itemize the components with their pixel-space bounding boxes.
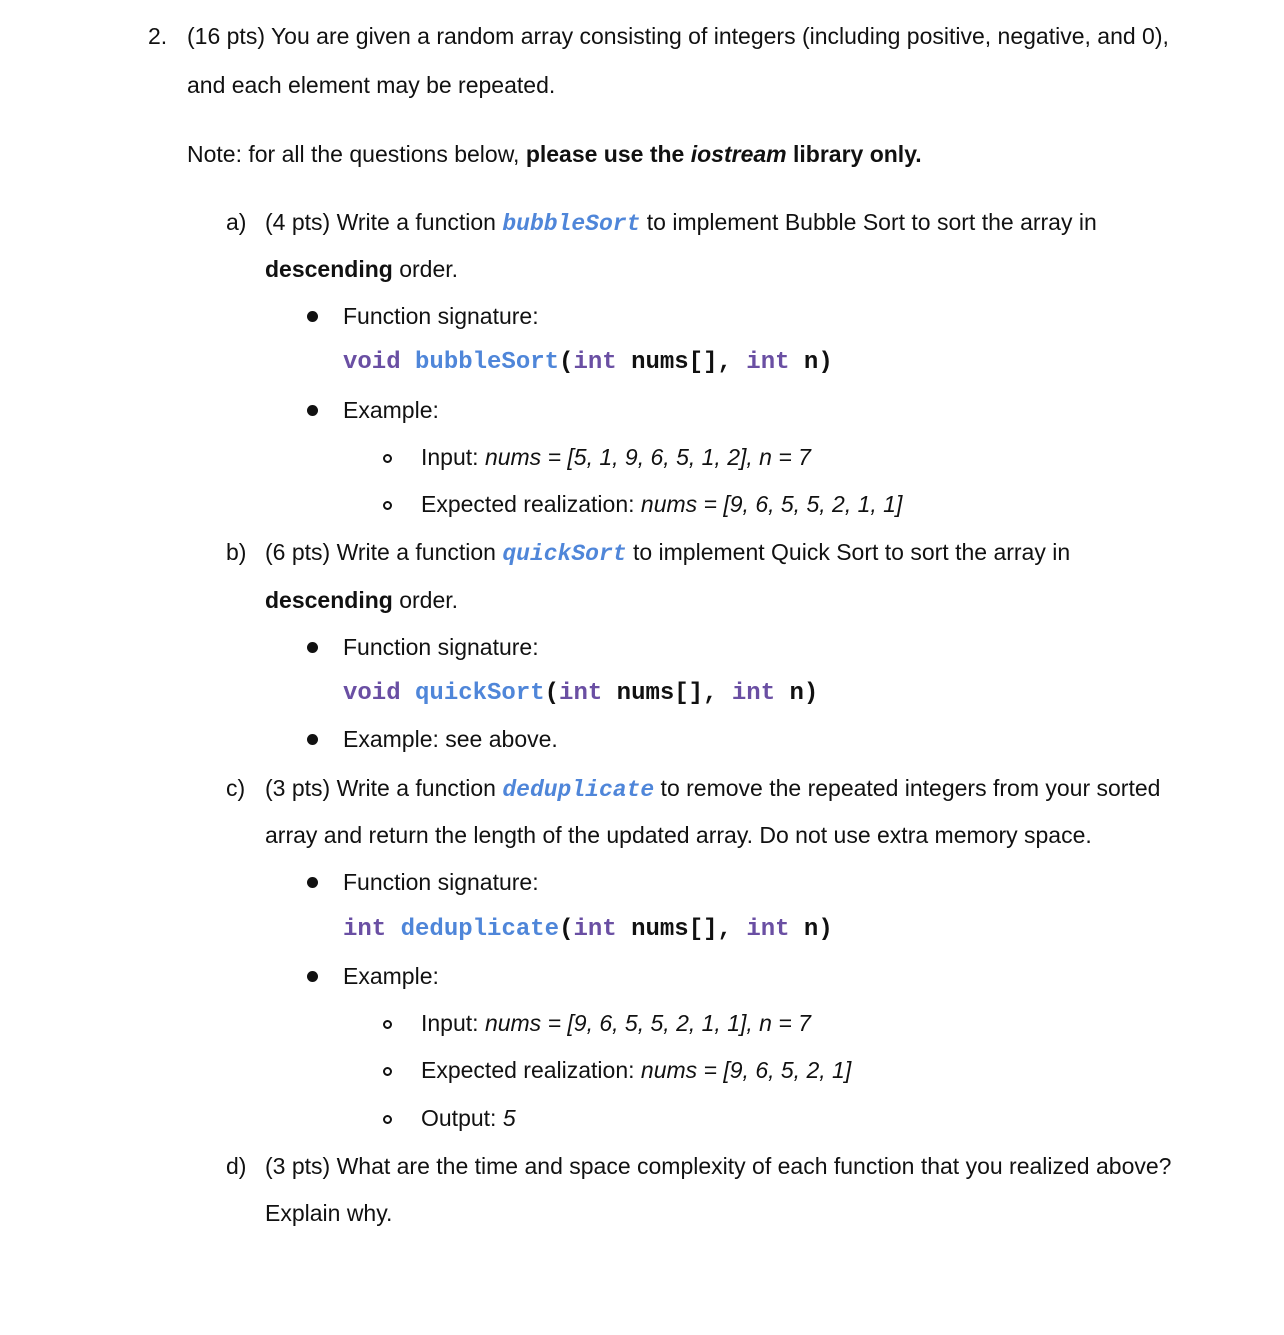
part-a-post: to implement Bubble Sort to sort the array in [640, 209, 1097, 235]
part-a-example-label: Example: [343, 397, 439, 423]
note [187, 139, 922, 169]
question-number: 2. [148, 23, 168, 49]
part-c-signature-code [343, 915, 833, 945]
part-c-signature-label: Function signature: [343, 869, 539, 895]
circle-bullet-icon [383, 1115, 392, 1124]
part-c-output-value: 5 [502, 1105, 516, 1131]
part-a-order-rest: order. [392, 256, 459, 282]
sig-return-type: void [343, 680, 401, 707]
part-b-order-bold: descending [265, 587, 393, 613]
sig-param-1: nums[], [616, 916, 747, 943]
part-c-expected-label: Expected realization: [421, 1057, 641, 1083]
sig-type-2: int [746, 349, 790, 376]
part-b-order-rest: order. [392, 587, 459, 613]
part-d-label: d) [226, 1153, 247, 1179]
sig-type-2: int [731, 680, 776, 707]
part-d-line2: Explain why. [265, 1200, 393, 1226]
part-a-order-bold: descending [265, 256, 393, 282]
part-b-label: b) [226, 539, 247, 565]
part-c-expected [421, 1055, 851, 1085]
circle-bullet-icon [383, 454, 392, 463]
note-bold1: please use the [525, 141, 691, 167]
part-b-function-name: quickSort [502, 541, 627, 567]
sig-type-1: int [573, 349, 617, 376]
part-a-pre: (4 pts) Write a function [265, 209, 503, 235]
part-a-expected-value: nums = [9, 6, 5, 5, 2, 1, 1] [640, 491, 903, 517]
part-c-line2: array and return the length of the updated array. Do not use extra memory space. [265, 822, 1092, 848]
circle-bullet-icon [383, 1020, 392, 1029]
part-b-pre: (6 pts) Write a function [265, 539, 503, 565]
part-c-function-name: deduplicate [502, 777, 655, 803]
part-a-signature-label: Function signature: [343, 303, 539, 329]
part-a-input-value: nums = [5, 1, 9, 6, 5, 1, 2], n = 7 [484, 444, 811, 470]
part-c-input [421, 1008, 811, 1038]
sig-paren: ( [559, 916, 574, 943]
sig-function-name: quickSort [415, 680, 545, 707]
part-c-example-label: Example: [343, 963, 439, 989]
bullet-icon [307, 971, 318, 982]
sig-return-type: void [343, 349, 401, 376]
part-c-prompt [265, 773, 1160, 805]
part-c-label: c) [226, 775, 246, 801]
part-a-expected-label: Expected realization: [421, 491, 641, 517]
circle-bullet-icon [383, 1067, 392, 1076]
part-b-signature-label: Function signature: [343, 634, 539, 660]
part-a-label: a) [226, 209, 247, 235]
part-a-expected [421, 489, 902, 519]
note-prefix: Note: for all the questions below, [187, 141, 526, 167]
part-a-input [421, 442, 811, 472]
circle-bullet-icon [383, 501, 392, 510]
sig-param-2: n) [789, 349, 833, 376]
bullet-icon [307, 405, 318, 416]
part-a-signature-code [343, 348, 833, 378]
bullet-icon [307, 877, 318, 888]
sig-type-2: int [746, 916, 790, 943]
part-c-output [421, 1103, 516, 1133]
bullet-icon [307, 642, 318, 653]
part-c-input-value: nums = [9, 6, 5, 5, 2, 1, 1], n = 7 [484, 1010, 811, 1036]
note-bold2: library only. [786, 141, 922, 167]
sig-function-name: bubbleSort [415, 349, 560, 376]
part-c-post: to remove the repeated integers from your sorted [654, 775, 1161, 801]
part-a-function-name: bubbleSort [502, 211, 641, 237]
sig-return-type: int [343, 916, 387, 943]
sig-param-2: n) [775, 680, 819, 707]
part-b-signature-code [343, 679, 818, 709]
part-c-input-label: Input: [421, 1010, 485, 1036]
bullet-icon [307, 311, 318, 322]
sig-type-1: int [573, 916, 617, 943]
part-b-order [265, 585, 458, 615]
part-d-line1: (3 pts) What are the time and space complexity of each function that you realized above? [265, 1153, 1172, 1179]
sig-function-name: deduplicate [400, 916, 560, 943]
sig-param-2: n) [789, 916, 833, 943]
part-b-post: to implement Quick Sort to sort the array in [626, 539, 1071, 565]
part-b-prompt [265, 537, 1070, 569]
question-intro-line2: and each element may be repeated. [187, 72, 556, 98]
sig-paren: ( [559, 349, 574, 376]
sig-param-1: nums[], [602, 680, 732, 707]
part-c-expected-value: nums = [9, 6, 5, 2, 1] [640, 1057, 852, 1083]
sig-paren: ( [544, 680, 560, 707]
sig-param-1: nums[], [616, 349, 747, 376]
note-library: iostream [690, 141, 787, 167]
bullet-icon [307, 734, 318, 745]
part-c-output-label: Output: [421, 1105, 503, 1131]
part-a-order [265, 254, 458, 284]
part-c-pre: (3 pts) Write a function [265, 775, 503, 801]
sig-type-1: int [559, 680, 603, 707]
part-a-prompt [265, 207, 1097, 239]
part-a-input-label: Input: [421, 444, 485, 470]
part-b-example: Example: see above. [343, 726, 558, 752]
question-intro-line1: (16 pts) You are given a random array consisting of integers (including positive, negative, and 0), [187, 23, 1169, 49]
